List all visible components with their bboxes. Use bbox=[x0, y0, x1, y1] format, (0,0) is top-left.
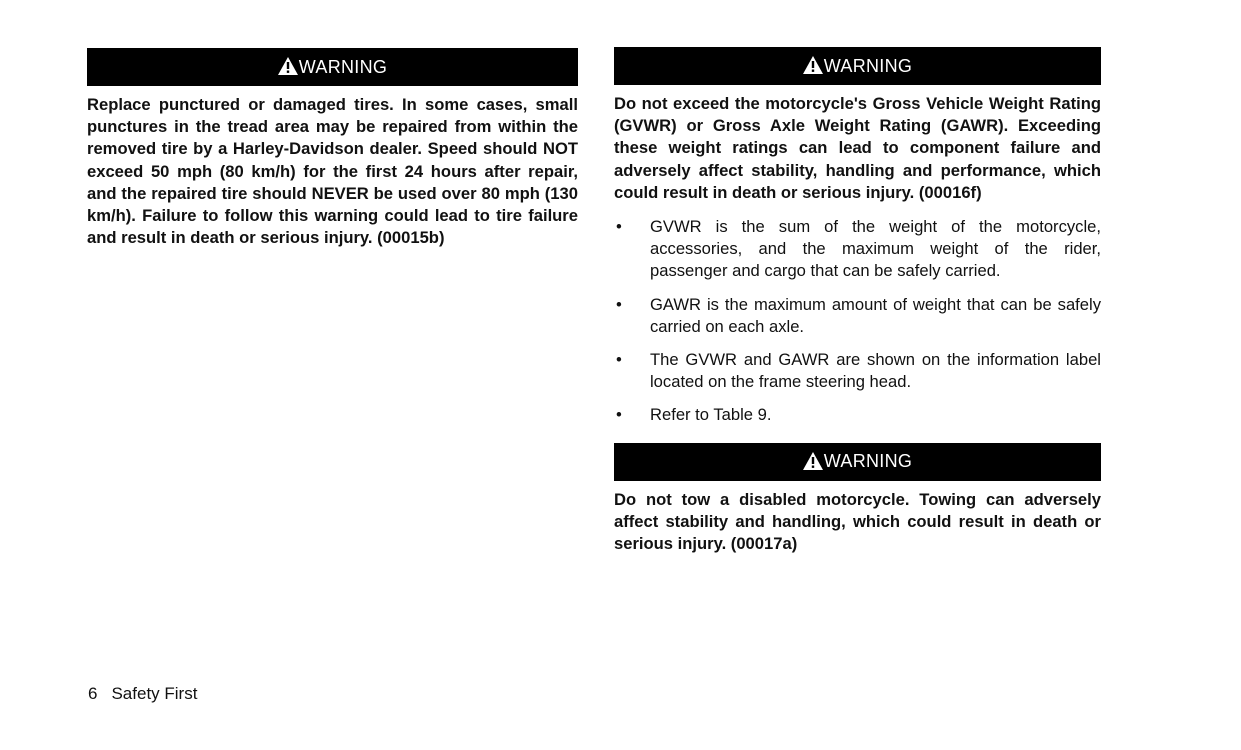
page-footer bbox=[88, 684, 197, 704]
warning-triangle-icon bbox=[278, 57, 298, 75]
bullet-icon: • bbox=[616, 217, 622, 237]
bullet-icon: • bbox=[616, 294, 622, 314]
right-column bbox=[614, 47, 1101, 555]
warning-triangle-icon bbox=[803, 56, 823, 74]
bullet-icon: • bbox=[616, 405, 622, 425]
list-item-text: GVWR is the sum of the weight of the motorcycle, accessories, and the maximum weight of the rider, passenger and cargo that can be safely carried. bbox=[650, 217, 1101, 281]
warning-header bbox=[614, 47, 1101, 85]
warning-title: WARNING bbox=[298, 56, 388, 77]
warning-title: WARNING bbox=[823, 55, 913, 76]
list-item-text: Refer to Table 9. bbox=[650, 405, 772, 425]
page-number: 6 bbox=[88, 684, 98, 703]
list-item bbox=[614, 294, 1101, 338]
warning-header bbox=[614, 443, 1101, 481]
warning-text: Replace punctured or damaged tires. In some cases, small punctures in the tread area may be repaired from within the removed tire by a Harley-Davidson dealer. Speed should NOT exceed 50 mph (80 km/h) for the first 24 hours after repair, and the repaired tire should NEVER be used over 80 mph (130 km/h). Failure to follow this warning could lead to tire failure and result in death or serious injury. (00015b) bbox=[87, 95, 578, 248]
left-column bbox=[87, 48, 578, 249]
warning-text: Do not exceed the motorcycle's Gross Vehicle Weight Rating (GVWR) or Gross Axle Weight Rating (GAWR). Exceeding these weight ratings can lead to component failure and adversely affect stability, handling and performance, which could result in death or serious injury. (00016f) bbox=[614, 94, 1101, 202]
list-item bbox=[614, 216, 1101, 283]
list-item bbox=[614, 349, 1101, 393]
warning-text: Do not tow a disabled motorcycle. Towing can adversely affect stability and handling, which could result in death or serious injury. (00017a) bbox=[614, 489, 1101, 554]
list-item-text: GAWR is the maximum amount of weight that can be safely carried on each axle. bbox=[650, 294, 1101, 336]
list-item-text: The GVWR and GAWR are shown on the information label located on the frame steering head. bbox=[650, 350, 1101, 392]
bullet-list bbox=[614, 216, 1101, 427]
bullet-icon: • bbox=[616, 350, 622, 370]
warning-title: WARNING bbox=[823, 451, 913, 472]
list-item bbox=[614, 404, 1101, 426]
section-title: Safety First bbox=[111, 684, 198, 703]
warning-triangle-icon bbox=[803, 452, 823, 470]
warning-header bbox=[87, 48, 578, 86]
